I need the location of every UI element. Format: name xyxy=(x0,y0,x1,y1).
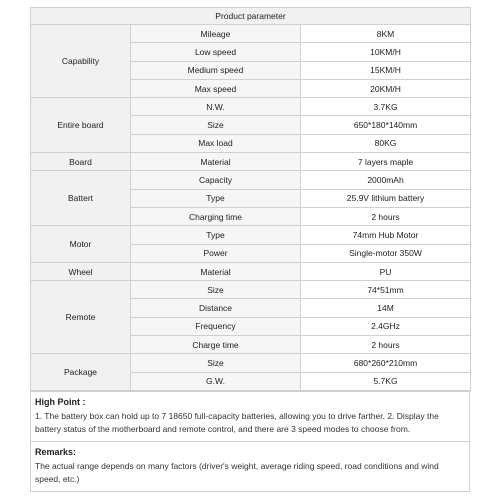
table-row xyxy=(31,354,471,372)
attribute-cell: Max load xyxy=(131,134,301,152)
group-label: Entire board xyxy=(31,98,131,153)
attribute-cell: Max speed xyxy=(131,79,301,97)
attribute-cell: Type xyxy=(131,226,301,244)
table-row xyxy=(31,25,471,43)
attribute-cell: Medium speed xyxy=(131,61,301,79)
table-row xyxy=(31,281,471,299)
group-label: Board xyxy=(31,153,131,171)
attribute-cell: Size xyxy=(131,354,301,372)
attribute-cell: Charging time xyxy=(131,207,301,225)
attribute-cell: Capacity xyxy=(131,171,301,189)
attribute-cell: Power xyxy=(131,244,301,262)
attribute-cell: Material xyxy=(131,262,301,280)
attribute-cell: Low speed xyxy=(131,43,301,61)
table-title: Product parameter xyxy=(31,8,471,25)
attribute-cell: Frequency xyxy=(131,317,301,335)
table-row xyxy=(31,98,471,116)
value-cell: 650*180*140mm xyxy=(301,116,471,134)
table-title-row xyxy=(31,8,471,25)
table-row xyxy=(31,262,471,280)
value-cell: 14M xyxy=(301,299,471,317)
table-row xyxy=(31,171,471,189)
value-cell: 25.9V lithium battery xyxy=(301,189,471,207)
remarks-text: The actual range depends on many factors (driver's weight, average riding speed, road conditions and wind speed, etc.) xyxy=(35,460,439,484)
table-row xyxy=(31,226,471,244)
group-label: Battert xyxy=(31,171,131,226)
group-label: Package xyxy=(31,354,131,391)
value-cell: 74mm Hub Motor xyxy=(301,226,471,244)
value-cell: 5.7KG xyxy=(301,372,471,390)
high-point-section xyxy=(30,391,470,442)
value-cell: 2.4GHz xyxy=(301,317,471,335)
attribute-cell: Material xyxy=(131,153,301,171)
group-label: Remote xyxy=(31,281,131,354)
group-label: Wheel xyxy=(31,262,131,280)
value-cell: 74*51mm xyxy=(301,281,471,299)
value-cell: 2 hours xyxy=(301,207,471,225)
value-cell: 8KM xyxy=(301,25,471,43)
attribute-cell: G.W. xyxy=(131,372,301,390)
value-cell: 7 layers maple xyxy=(301,153,471,171)
group-label: Motor xyxy=(31,226,131,263)
high-point-heading: High Point : xyxy=(35,396,86,407)
product-parameter-sheet xyxy=(30,7,470,492)
value-cell: 680*260*210mm xyxy=(301,354,471,372)
parameter-table-body xyxy=(31,8,471,391)
value-cell: 2 hours xyxy=(301,336,471,354)
attribute-cell: Type xyxy=(131,189,301,207)
value-cell: 2000mAh xyxy=(301,171,471,189)
attribute-cell: N.W. xyxy=(131,98,301,116)
value-cell: PU xyxy=(301,262,471,280)
value-cell: 15KM/H xyxy=(301,61,471,79)
attribute-cell: Distance xyxy=(131,299,301,317)
value-cell: 10KM/H xyxy=(301,43,471,61)
value-cell: 80KG xyxy=(301,134,471,152)
attribute-cell: Mileage xyxy=(131,25,301,43)
high-point-text: 1. The battery box can hold up to 7 18650 full-capacity batteries, allowing you to drive farther. 2. Display the battery status of the motherboard and remote control, and there are 3 speed modes to choose from. xyxy=(35,410,439,434)
remarks-heading: Remarks: xyxy=(35,446,77,457)
attribute-cell: Size xyxy=(131,116,301,134)
value-cell: 3.7KG xyxy=(301,98,471,116)
product-parameter-table xyxy=(30,7,471,391)
value-cell: 20KM/H xyxy=(301,79,471,97)
table-row xyxy=(31,153,471,171)
group-label: Capability xyxy=(31,25,131,98)
remarks-section xyxy=(30,442,470,492)
attribute-cell: Charge time xyxy=(131,336,301,354)
value-cell: Single-motor 350W xyxy=(301,244,471,262)
attribute-cell: Size xyxy=(131,281,301,299)
